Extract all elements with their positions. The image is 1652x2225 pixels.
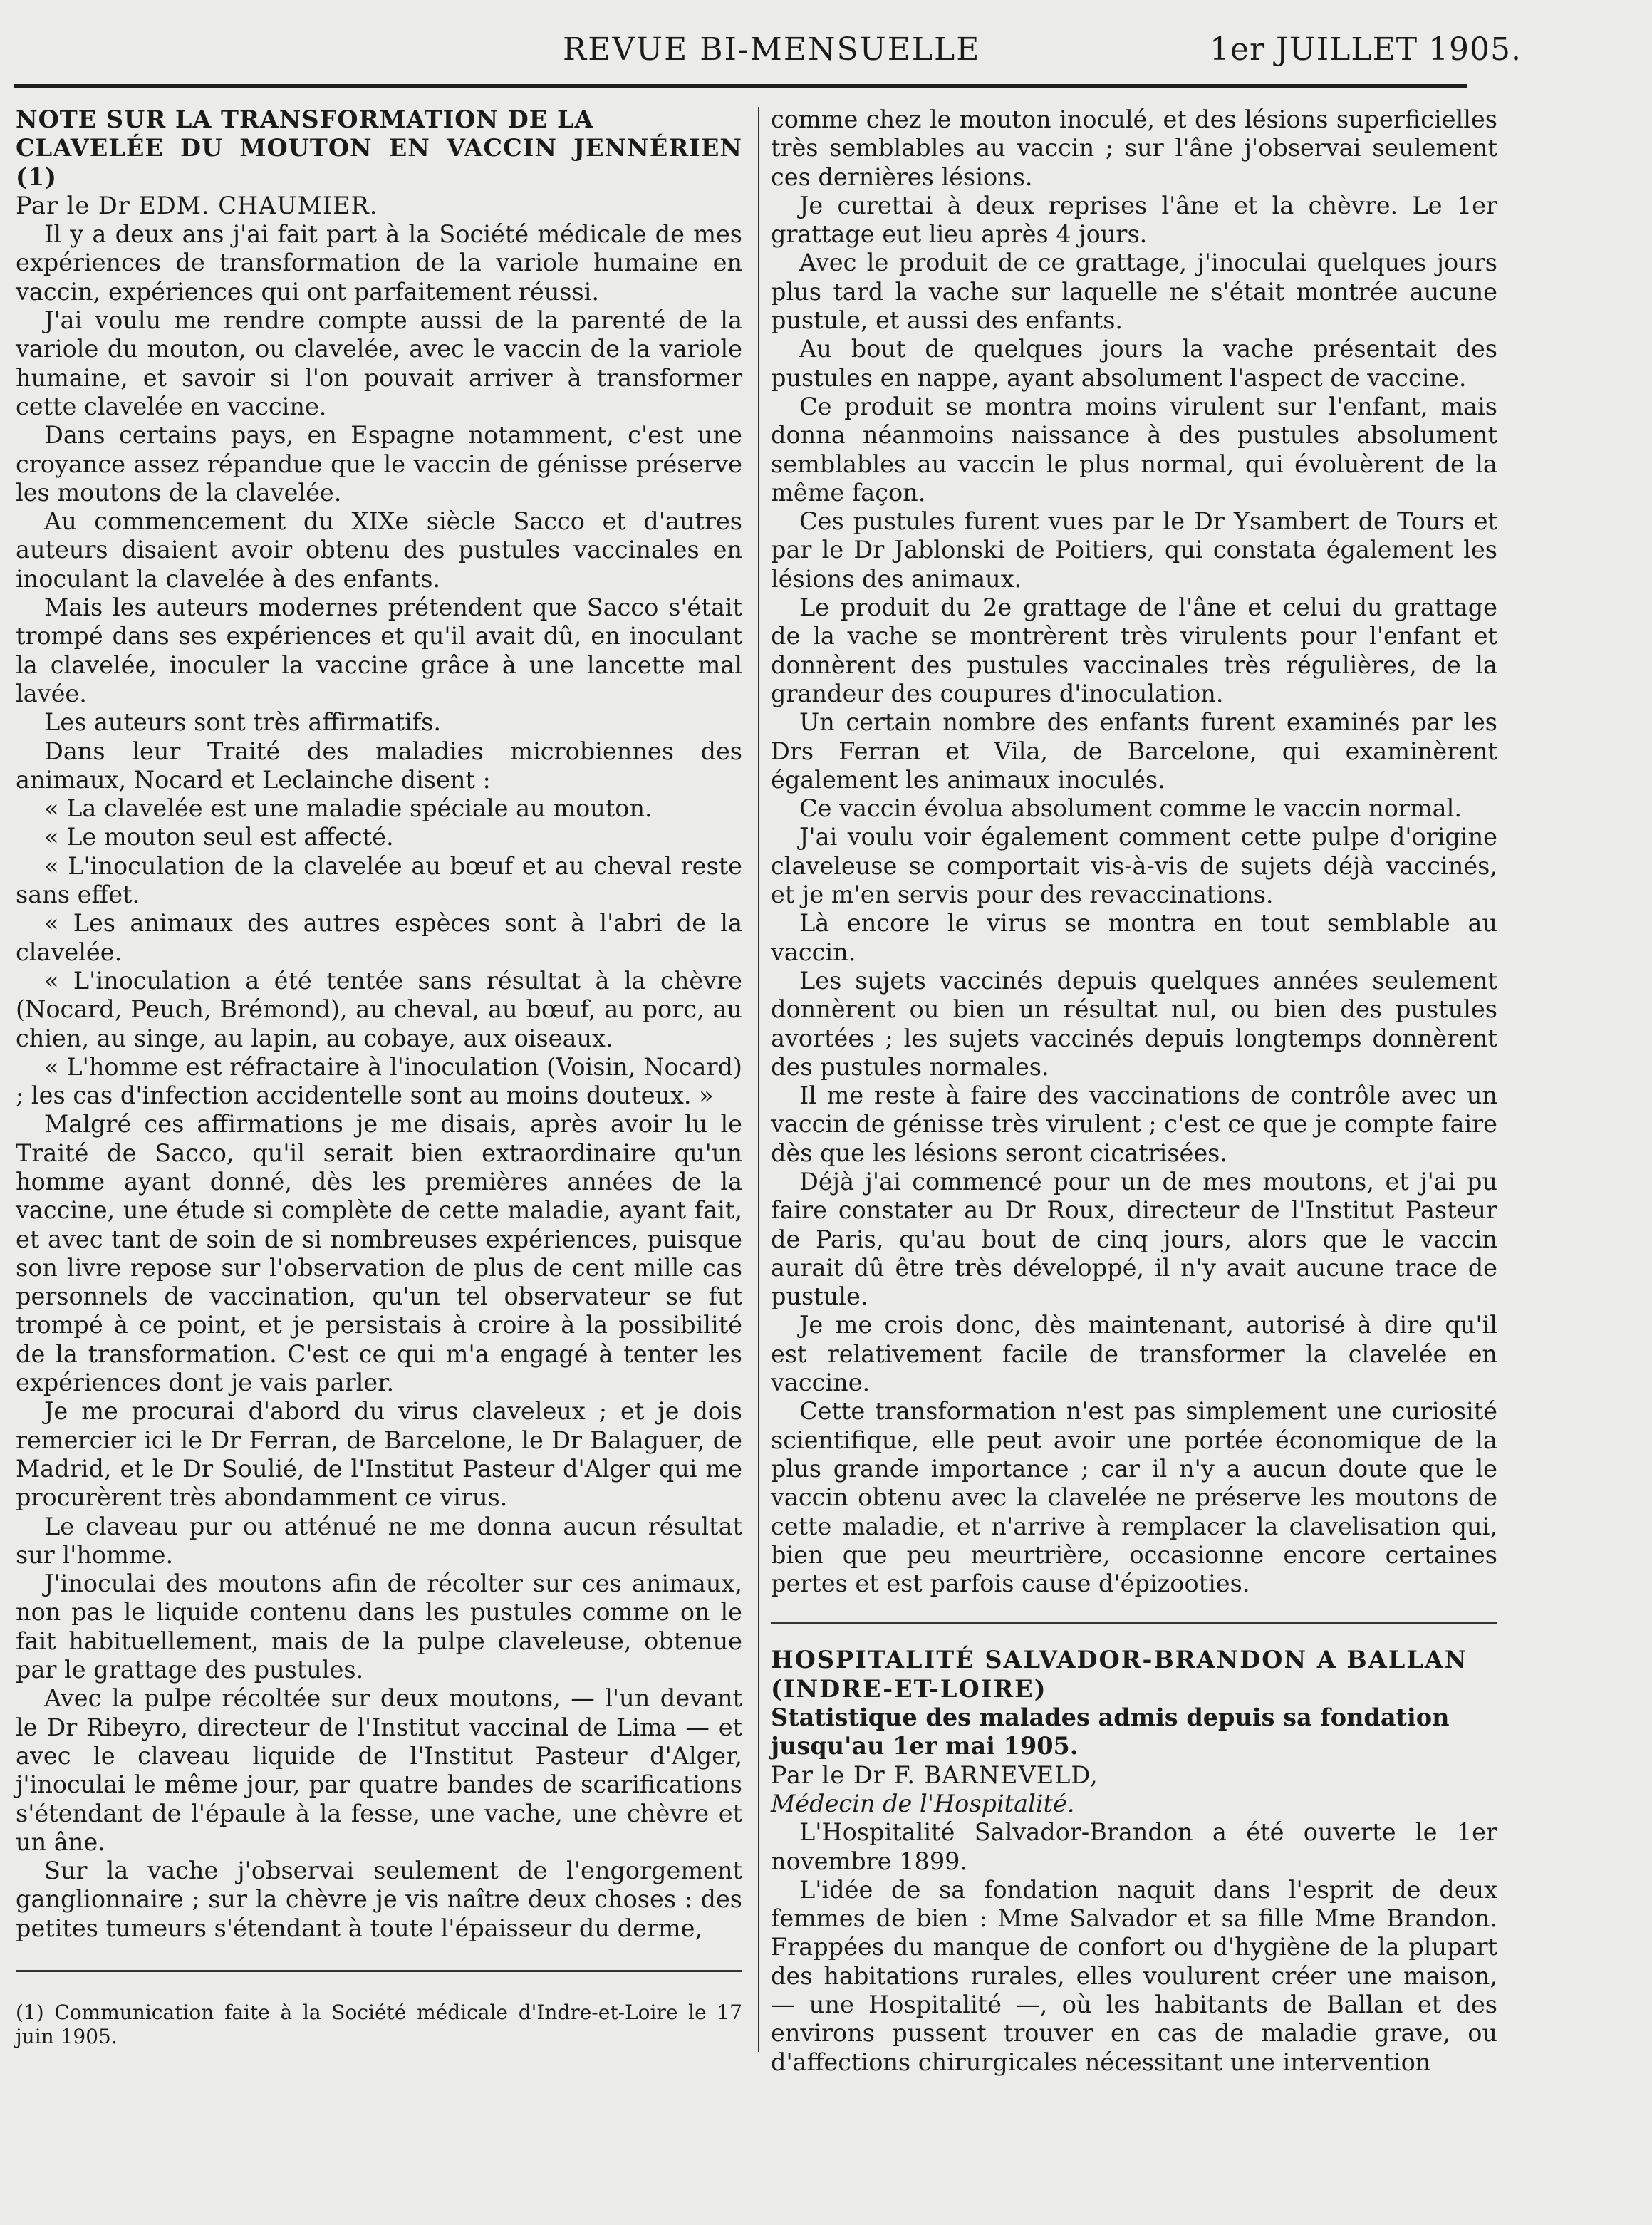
article1-title-line1: NOTE SUR LA TRANSFORMATION DE LA xyxy=(16,105,594,133)
article1-quote: « La clavelée est une maladie spéciale au mouton. xyxy=(44,794,653,823)
article1-continuation: Je curettai à deux reprises l'âne et la chèvre. Le 1er grattage eut lieu après 4 jours. xyxy=(771,191,1497,249)
column-divider xyxy=(758,107,759,2052)
footnote-rule xyxy=(16,1970,742,1972)
article1-continuation: Ce produit se montra moins virulent sur l'enfant, mais donna néanmoins naissance à des pustules absolument semblables au vaccin le plus normal, qui évoluèrent de la même façon. xyxy=(771,392,1497,507)
article1-quote: « L'inoculation de la clavelée au bœuf et au cheval reste sans effet. xyxy=(16,851,742,909)
article1-paragraph: Le claveau pur ou atténué ne me donna aucun résultat sur l'homme. xyxy=(16,1512,742,1569)
article1-paragraph: J'inoculai des moutons afin de récolter sur ces animaux, non pas le liquide contenu dans les pustules comme on le fait habituellement, mais de la pulpe claveleuse, obtenue par le grattage des pustules. xyxy=(16,1570,742,1684)
article1-continuation: Ce vaccin évolua absolument comme le vaccin normal. xyxy=(799,794,1462,823)
article2-title-line1: HOSPITALITÉ SALVADOR-BRANDON A BALLAN xyxy=(771,1646,1468,1674)
article1-paragraph: Avec la pulpe récoltée sur deux moutons, — l'un devant le Dr Ribeyro, directeur de l'Institut vaccinal de Lima — et avec le claveau liquide de l'Institut Pasteur d'Alger, j'inoculai le même jour, par quatre bandes de scarifications s'étendant de l'épaule à la fesse, une vache, une chèvre et un âne. xyxy=(16,1684,742,1856)
article1-quote: « L'homme est réfractaire à l'inoculation (Voisin, Nocard) ; les cas d'infection accidentelle sont au moins douteux. » xyxy=(16,1052,742,1110)
article1-paragraph: Mais les auteurs modernes prétendent que Sacco s'était trompé dans ses expériences et qu'il avait dû, en inoculant la clavelée, inoculer la vaccine grâce à une lancette mal lavée. xyxy=(16,593,742,707)
article1-paragraph: Dans leur Traité des maladies microbiennes des animaux, Nocard et Leclainche disent : xyxy=(16,737,742,794)
article1-continuation: Il me reste à faire des vaccinations de contrôle avec un vaccin de génisse très virulent ; c'est ce que je compte faire dès que les lésions seront cicatrisées. xyxy=(771,1082,1497,1167)
article1-continuation: Là encore le virus se montra en tout semblable au vaccin. xyxy=(771,909,1497,966)
article2-subtitle-line2: jusqu'au 1er mai 1905. xyxy=(771,1732,1079,1760)
article1-paragraph: Sur la vache j'observai seulement de l'engorgement ganglionnaire ; sur la chèvre je vis naître deux choses : des petites tumeurs s'étendant à toute l'épaisseur du derme, xyxy=(16,1857,742,1942)
article1-paragraph: Au commencement du XIXe siècle Sacco et d'autres auteurs disaient avoir obtenu des pustules vaccinales en inoculant la clavelée à des enfants. xyxy=(16,507,742,593)
article2-author-role: Médecin de l'Hospitalité. xyxy=(771,1789,1075,1817)
article1-title-line2: CLAVELÉE DU MOUTON EN VACCIN JENNÉRIEN (1) xyxy=(16,134,742,191)
header-rule xyxy=(14,84,1467,88)
article1-quote: « L'inoculation a été tentée sans résultat à la chèvre (Nocard, Peuch, Brémond), au cheval, au bœuf, au porc, au chien, au singe, au lapin, au cobaye, aux oiseaux. xyxy=(16,966,742,1052)
section-rule xyxy=(771,1622,1497,1624)
footnote: (1) Communication faite à la Société médicale d'Indre-et-Loire le 17 juin 1905. xyxy=(16,2001,742,2048)
article1-paragraph: Les auteurs sont très affirmatifs. xyxy=(44,708,442,737)
article1-continuation: Cette transformation n'est pas simplement une curiosité scientifique, elle peut avoir une portée économique de la plus grande importance ; car il n'y a aucun doute que le vaccin obtenu avec la clavelée ne préserve les moutons de cette maladie, et n'arrive à remplacer la clavelisation qui, bien que peu meurtrière, occasionne encore certaines pertes et est parfois cause d'épizooties. xyxy=(771,1397,1497,1598)
article1-continuation: Les sujets vaccinés depuis quelques années seulement donnèrent ou bien un résultat nul, ou bien des pustules avortées ; les sujets vaccinés depuis longtemps donnèrent des pustules normales. xyxy=(771,966,1497,1081)
article1-quote: « Le mouton seul est affecté. xyxy=(44,823,394,851)
left-column xyxy=(16,105,742,1943)
article1-paragraph: J'ai voulu me rendre compte aussi de la parenté de la variole du mouton, ou clavelée, avec le vaccin de la variole humaine, et savoir si l'on pouvait arriver à transformer cette clavelée en vaccine. xyxy=(16,306,742,420)
article2-paragraph: L'Hospitalité Salvador-Brandon a été ouverte le 1er novembre 1899. xyxy=(771,1818,1497,1875)
article2-title-line2: (INDRE-ET-LOIRE) xyxy=(771,1674,1047,1703)
article2-author: Par le Dr F. BARNEVELD, xyxy=(771,1760,1098,1789)
article2-subtitle-line1: Statistique des malades admis depuis sa fondation xyxy=(771,1703,1450,1732)
article1-continuation: Au bout de quelques jours la vache présentait des pustules en nappe, ayant absolument l'aspect de vaccine. xyxy=(771,335,1497,392)
journal-title: REVUE BI-MENSUELLE xyxy=(563,31,981,68)
article1-quote: « Les animaux des autres espèces sont à l'abri de la clavelée. xyxy=(16,909,742,966)
article1-paragraph: Malgré ces affirmations je me disais, après avoir lu le Traité de Sacco, qu'il serait bien extraordinaire qu'un homme ayant donné, dès les premières années de la vaccine, une étude si complète de cette maladie, ayant fait, et avec tant de soin de si nombreuses expériences, puisque son livre repose sur l'observation de plus de cent mille cas personnels de vaccination, qu'un tel observateur se fut trompé à ce point, et je persistais à croire à la possibilité de la transformation. C'est ce qui m'a engagé à tenter les expériences dont je vais parler. xyxy=(16,1110,742,1397)
article1-continuation: Déjà j'ai commencé pour un de mes moutons, et j'ai pu faire constater au Dr Roux, directeur de l'Institut Pasteur de Paris, qu'au bout de cinq jours, alors que le vaccin aurait dû être très développé, il n'y avait aucune trace de pustule. xyxy=(771,1167,1497,1311)
article1-continuation: Ces pustules furent vues par le Dr Ysambert de Tours et par le Dr Jablonski de Poitiers, qui constata également les lésions des animaux. xyxy=(771,507,1497,593)
article1-continuation: J'ai voulu voir également comment cette pulpe d'origine claveleuse se comportait vis-à-vis de sujets déjà vaccinés, et je m'en servis pour des revaccinations. xyxy=(771,823,1497,909)
article1-continuation: comme chez le mouton inoculé, et des lésions superficielles très semblables au vaccin ; sur l'âne j'observai seulement ces dernières lésions. xyxy=(771,105,1497,191)
article1-continuation: Avec le produit de ce grattage, j'inoculai quelques jours plus tard la vache sur laquelle ne s'était montrée aucune pustule, et aussi des enfants. xyxy=(771,249,1497,335)
article2-paragraph: L'idée de sa fondation naquit dans l'esprit de deux femmes de bien : Mme Salvador et sa fille Mme Brandon. Frappées du manque de confort ou d'hygiène de la plupart des habitations rurales, elles voulurent créer une maison, — une Hospitalité —, où les habitants de Ballan et des environs pussent trouver en cas de maladie grave, ou d'affections chirurgicales nécessitant une intervention xyxy=(771,1875,1497,2076)
right-column xyxy=(771,105,1497,2077)
article1-paragraph: Je me procurai d'abord du virus claveleux ; et je dois remercier ici le Dr Ferran, de Barcelone, le Dr Balaguer, de Madrid, et le Dr Soulié, de l'Institut Pasteur d'Alger qui me procurèrent très abondamment ce virus. xyxy=(16,1397,742,1512)
article1-continuation: Le produit du 2e grattage de l'âne et celui du grattage de la vache se montrèrent très virulents pour l'enfant et donnèrent des pustules vaccinales très régulières, de la grandeur des coupures d'inoculation. xyxy=(771,593,1497,707)
issue-date: 1er JUILLET 1905. xyxy=(1210,31,1522,68)
article1-continuation: Un certain nombre des enfants furent examinés par les Drs Ferran et Vila, de Barcelone, qui examinèrent également les animaux inoculés. xyxy=(771,708,1497,794)
running-head xyxy=(0,28,1652,71)
article1-paragraph: Il y a deux ans j'ai fait part à la Société médicale de mes expériences de transformation de la variole humaine en vaccin, expériences qui ont parfaitement réussi. xyxy=(16,220,742,306)
article1-author: Par le Dr EDM. CHAUMIER. xyxy=(16,191,378,219)
article1-paragraph: Dans certains pays, en Espagne notamment, c'est une croyance assez répandue que le vaccin de génisse préserve les moutons de la clavelée. xyxy=(16,421,742,507)
article1-continuation: Je me crois donc, dès maintenant, autorisé à dire qu'il est relativement facile de transformer la clavelée en vaccine. xyxy=(771,1311,1497,1397)
